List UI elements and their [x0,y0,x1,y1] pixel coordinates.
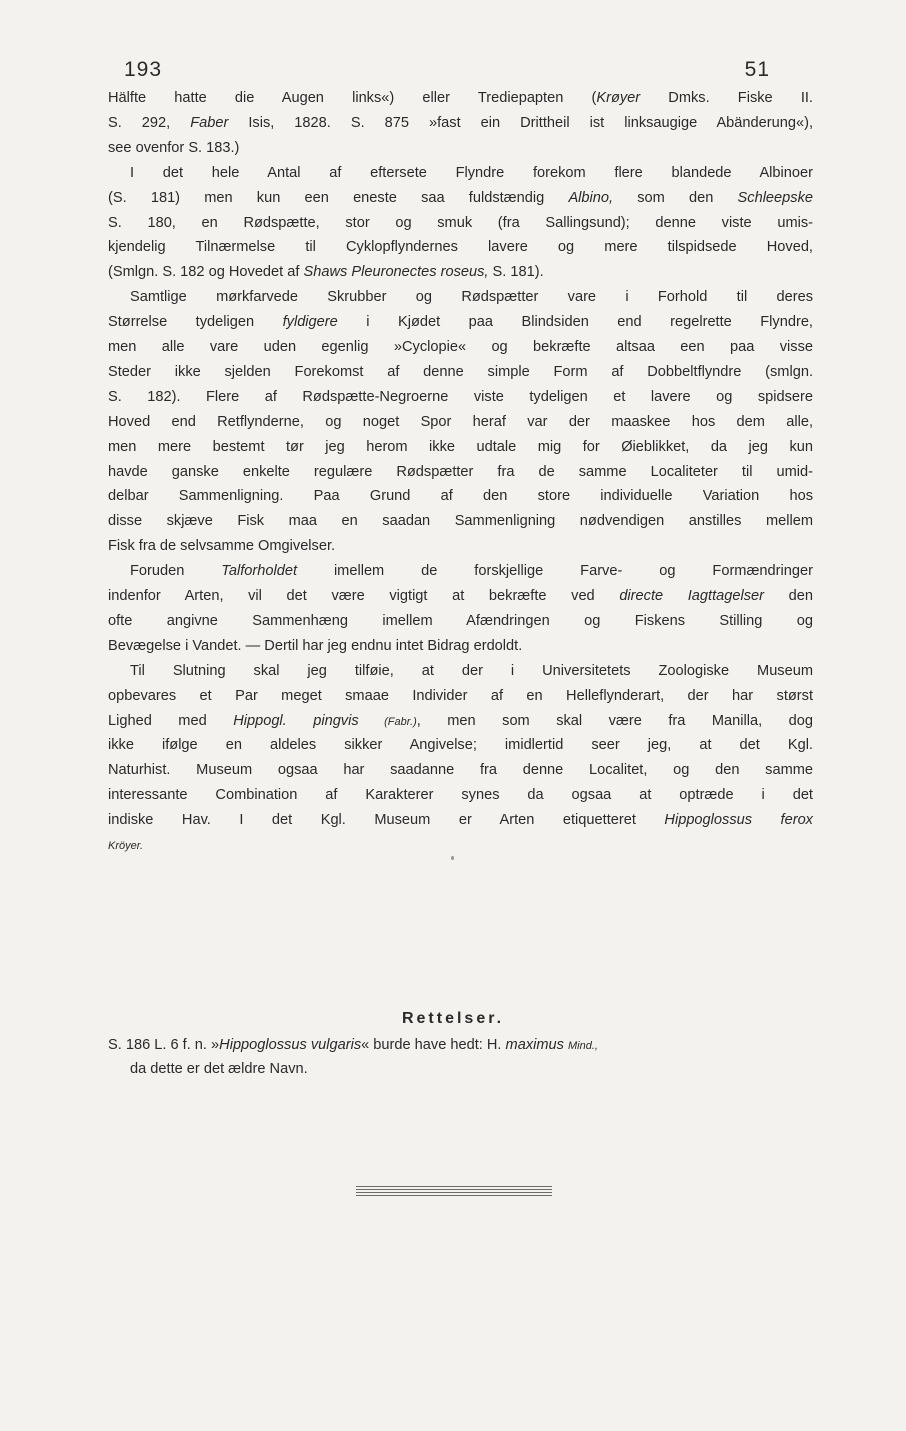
text-line: disse skjæve Fisk maa en saadan Sammenligning nødvendigen anstilles mellem [108,513,813,530]
text-line: Hälfte hatte die Augen links«) eller Trediepарten (Krøyer Dmks. Fiske II. [108,90,813,106]
print-speck [451,856,454,860]
text-line: Naturhist. Museum ogsaa har saadanne fra denne Localitet, og den samme [108,762,813,779]
text-line: Foruden Talforholdet imellem de forskjellige Farve- og Formændringer [130,563,813,580]
text-line: delbar Sammenligning. Paa Grund af den store individuelle Variation hos [108,488,813,505]
text-line: kjendelig Tilnærmelse til Cyklopflyndernes lavere og mere tilspidsede Hoved, [108,239,813,256]
page-number-right: 51 [744,58,770,81]
text-line: havde ganske enkelte regulære Rødspætter fra de samme Localiteter til umid- [108,463,813,480]
text-line: Størrelse tydeligen fyldigere i Kjødet paa Blindsiden end regelrette Flyndre, [108,314,813,331]
divider-rule [356,1195,552,1196]
errata-heading: Rettelser. [401,1010,505,1027]
text-line: Fisk fra de selvsamme Omgivelser. [108,538,336,555]
errata-line-1: S. 186 L. 6 f. n. »Hippoglossus vulgaris« burde have hedt: H. maximus Mind., [108,1037,598,1053]
text-line: men mere bestemt tør jeg herom ikke udtale mig for Øieblikket, da jeg kun [108,438,813,455]
text-line: ofte angivne Sammenhæng imellem Afændringen og Fiskens Stilling og [108,612,813,629]
text-line: S. 182). Flere af Rødspætte-Negroerne viste tydeligen et lavere og spidsere [108,388,813,405]
text-line: opbevares et Par meget smaae Individer af en Helleflynderart, der har størst [108,687,813,704]
text-line: (S. 181) men kun een eneste saa fuldstændig Albino, som den Schleepske [108,189,813,206]
text-line: interessante Combination af Karakterer synes da ogsaa at optræde i det [108,787,813,804]
page-number-left: 193 [124,58,163,81]
divider-rule [356,1186,552,1187]
text-line: Lighed med Hippogl. pingvis (Fabr.), men som skal være fra Manilla, dog [108,712,814,729]
text-line: Steder ikke sjelden Forekomst af denne simple Form af Dobbeltflyndre (smlgn. [108,363,813,380]
errata-line-2: da dette er det ældre Navn. [130,1061,308,1077]
text-line: Til Slutning skal jeg tilføie, at der i Universitetets Zoologiske Museum [130,662,813,679]
text-line: (Smlgn. S. 182 og Hovedet af Shaws Pleuronectes roseus, S. 181). [108,264,544,281]
text-line: S. 180, en Rødspætte, stor og smuk (fra Sallingsund); denne viste umis- [108,214,813,231]
text-line: indiske Hav. I det Kgl. Museum er Arten etiquetteret Hippoglossus ferox [108,812,813,829]
text-line: I det hele Antal af eftersete Flyndre forekom flere blandede Albinoer [130,164,813,181]
text-line: Hoved end Retflynderne, og noget Spor heraf var der maaskee hos dem alle, [108,413,813,430]
text-line: S. 292, Faber Isis, 1828. S. 875 »fast ein Drittheil ist linksaugige Abänderung«), [108,114,813,131]
divider-rule [356,1192,552,1193]
text-line: Bevægelse i Vandet. — Dertil har jeg endnu intet Bidrag erdoldt. [108,637,523,654]
text-line: see ovenfor S. 183.) [108,139,240,156]
text-line: Kröyer. [108,840,144,852]
text-line: indenfor Arten, vil det være vigtigt at bekræfte ved directe Iagttagelser den [108,588,813,604]
divider-rule [356,1189,552,1190]
text-line: Samtlige mørkfarvede Skrubber og Rødspætter vare i Forhold til deres [130,289,813,306]
text-line: men alle vare uden egenlig »Cyclopie« og bekræfte altsaa een paa visse [108,339,813,355]
text-line: ikke ifølge en aldeles sikker Angivelse; imidlertid seer jeg, at det Kgl. [108,737,813,754]
